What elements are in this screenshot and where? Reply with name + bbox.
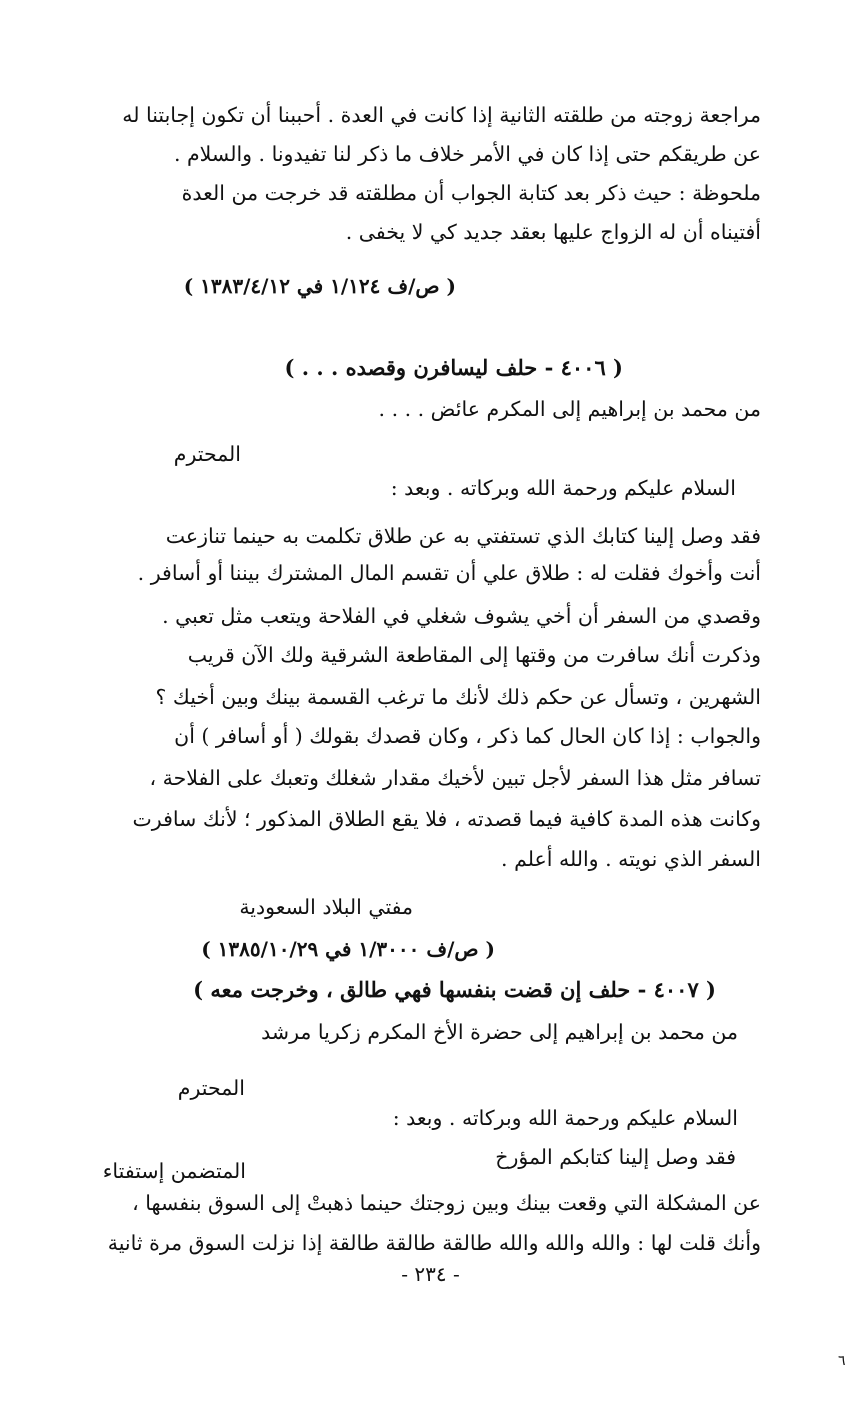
honorific: المحترم — [173, 442, 241, 466]
paragraph-line: وأنك قلت لها : والله والله والله طالقة طالقة طالقة إذا نزلت السوق مرة ثانية — [107, 1231, 761, 1255]
paragraph-line: فقد وصل إلينا كتابك الذي تستفتي به عن طلاق تكلمت به حينما تنازعت — [165, 524, 761, 548]
paragraph-line: تسافر مثل هذا السفر لأجل تبين لأخيك مقدار شغلك وتعبك على الفلاحة ، — [149, 766, 761, 790]
paragraph-line: ملحوظة : حيث ذكر بعد كتابة الجواب أن مطلقته قد خرجت من العدة — [181, 181, 761, 205]
paragraph-line: المتضمن إستفتاء — [102, 1159, 246, 1183]
paragraph-line: أفتيناه أن له الزواج عليها بعقد جديد كي لا يخفى . — [345, 220, 761, 244]
signature-title: مفتي البلاد السعودية — [239, 895, 413, 919]
paragraph-line: أنت وأخوك فقلت له : طلاق علي أن تقسم المال المشترك بيننا أو أسافر . — [137, 561, 761, 585]
paragraph-line: وكانت هذه المدة كافية فيما قصدته ، فلا يقع الطلاق المذكور ؛ لأنك سافرت — [132, 807, 761, 831]
paragraph-line: فقد وصل إلينا كتابكم المؤرخ — [495, 1145, 736, 1169]
fatwa-title: ( ٤٠٠٧ - حلف إن قضت بنفسها فهي طالق ، وخرجت معه ) — [193, 977, 716, 1002]
paragraph-line: وقصدي من السفر أن أخي يشوف شغلي في الفلاحة ويتعب مثل تعبي . — [162, 604, 761, 628]
greeting: السلام عليكم ورحمة الله وبركاته . وبعد : — [392, 1106, 738, 1130]
reference-citation: ( ص/ف ١/٣٠٠٠ في ١٣٨٥/١٠/٢٩ ) — [201, 937, 495, 961]
paragraph-line: مراجعة زوجته من طلقته الثانية إذا كانت في العدة . أحببنا أن تكون إجابتنا له — [122, 103, 761, 127]
paragraph-line: والجواب : إذا كان الحال كما ذكر ، وكان قصدك بقولك ( أو أسافر ) أن — [174, 724, 761, 748]
reference-citation: ( ص/ف ١/١٢٤ في ١٣٨٣/٤/١٢ ) — [183, 274, 456, 298]
sender-line: من محمد بن إبراهيم إلى المكرم عائض . . . . — [378, 397, 761, 421]
paragraph-line: السفر الذي نويته . والله أعلم . — [501, 847, 761, 871]
paragraph-line: عن طريقكم حتى إذا كان في الأمر خلاف ما ذكر لنا تفيدونا . والسلام . — [173, 142, 761, 166]
page-number: - ٢٣٤ - — [401, 1262, 460, 1286]
fatwa-title: ( ٤٠٠٦ - حلف ليسافرن وقصده . . . ) — [284, 355, 623, 380]
honorific: المحترم — [177, 1076, 245, 1100]
greeting: السلام عليكم ورحمة الله وبركاته . وبعد : — [390, 476, 736, 500]
sender-line: من محمد بن إبراهيم إلى حضرة الأخ المكرم زكريا مرشد — [261, 1020, 738, 1044]
paragraph-line: عن المشكلة التي وقعت بينك وبين زوجتك حينما ذهبتْ إلى السوق بنفسها ، — [132, 1191, 761, 1215]
paragraph-line: الشهرين ، وتسأل عن حكم ذلك لأنك ما ترغب القسمة بينك وبين أخيك ؟ — [155, 685, 761, 709]
corner-mark: ٦ — [838, 1353, 846, 1369]
paragraph-line: وذكرت أنك سافرت من وقتها إلى المقاطعة الشرقية ولك الآن قريب — [187, 643, 761, 667]
